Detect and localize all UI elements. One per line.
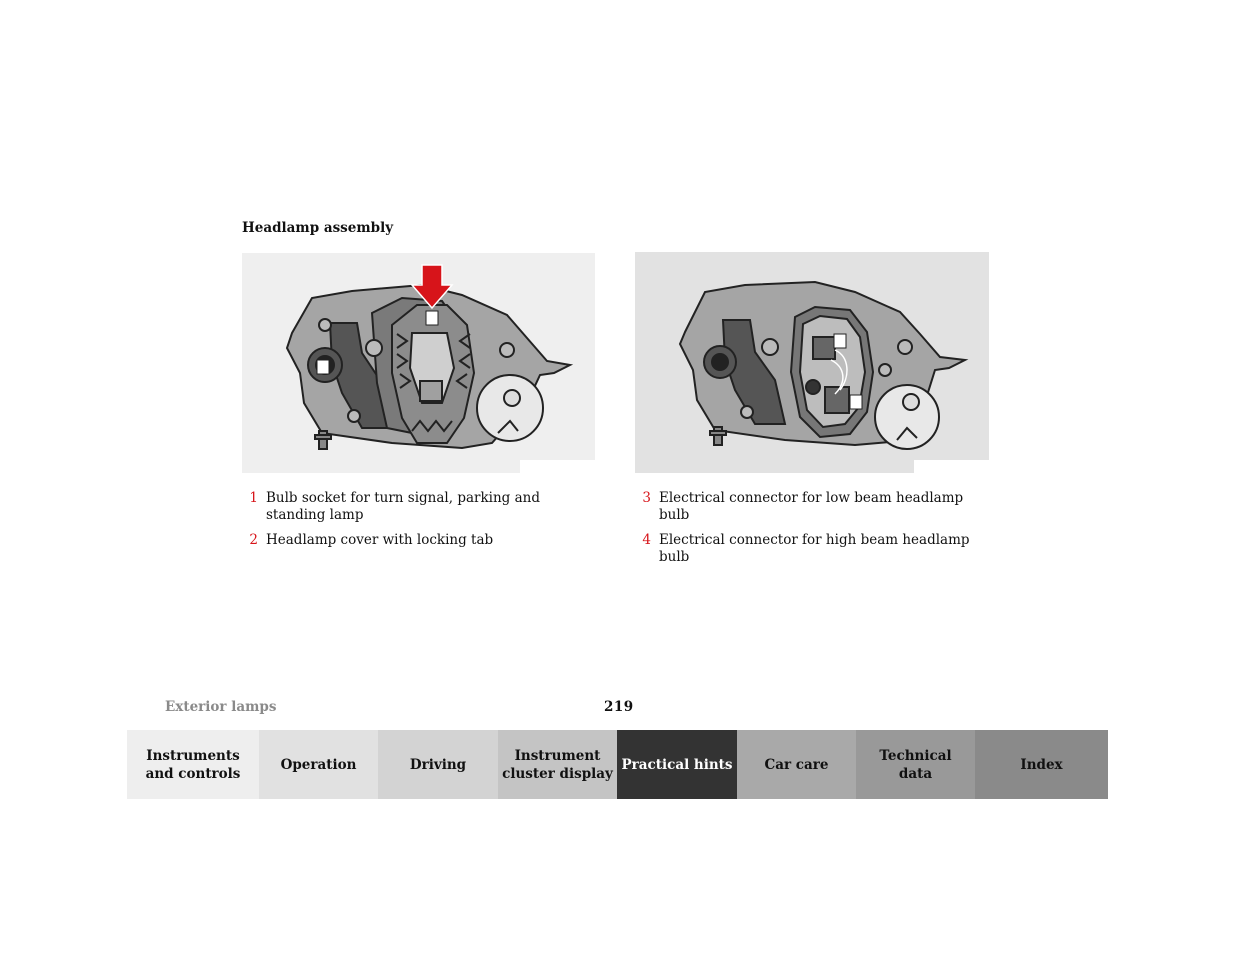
tab-technical-data[interactable] [856, 730, 975, 799]
figure-headlamp-cover [242, 253, 595, 473]
legend-number: 1 [249, 490, 258, 506]
legend-item [635, 532, 995, 566]
tab-label: Instruments and controls [145, 747, 241, 782]
tab-label: Car care [764, 756, 829, 773]
legend-number: 2 [249, 532, 258, 548]
tab-label: Index [1020, 756, 1063, 773]
headlamp-illustration [242, 253, 595, 473]
legend-item [635, 490, 995, 524]
chapter-navbar [127, 730, 1108, 799]
tab-practical-hints[interactable] [617, 730, 737, 799]
tab-index[interactable] [975, 730, 1108, 799]
legend-item [242, 532, 542, 549]
figure-headlamp-connectors [635, 252, 989, 473]
legend-number: 4 [642, 532, 651, 548]
tab-operation[interactable] [259, 730, 378, 799]
legend-left [242, 490, 542, 557]
legend-number: 3 [642, 490, 651, 506]
page-number: 219 [604, 699, 634, 715]
tab-label: Operation [280, 756, 357, 773]
tab-car-care[interactable] [737, 730, 856, 799]
tab-instruments-and-controls[interactable] [127, 730, 259, 799]
tab-label: Technical data [879, 747, 952, 782]
legend-text: Headlamp cover with locking tab [266, 532, 494, 548]
legend-item [242, 490, 542, 524]
tab-label: Driving [409, 756, 467, 773]
legend-text: Electrical connector for low beam headlamp bulb [659, 490, 964, 523]
tab-label: Practical hints [621, 756, 733, 773]
tab-label: Instrument cluster display [502, 747, 613, 782]
legend-text: Electrical connector for high beam headlamp bulb [659, 532, 970, 565]
legend-right [635, 490, 995, 574]
headlamp-open-illustration [635, 252, 989, 473]
tab-instrument-cluster-display[interactable] [498, 730, 617, 799]
section-title: Headlamp assembly [242, 220, 394, 236]
tab-driving[interactable] [378, 730, 498, 799]
legend-text: Bulb socket for turn signal, parking and standing lamp [266, 490, 540, 523]
footer-section-title: Exterior lamps [165, 699, 277, 715]
